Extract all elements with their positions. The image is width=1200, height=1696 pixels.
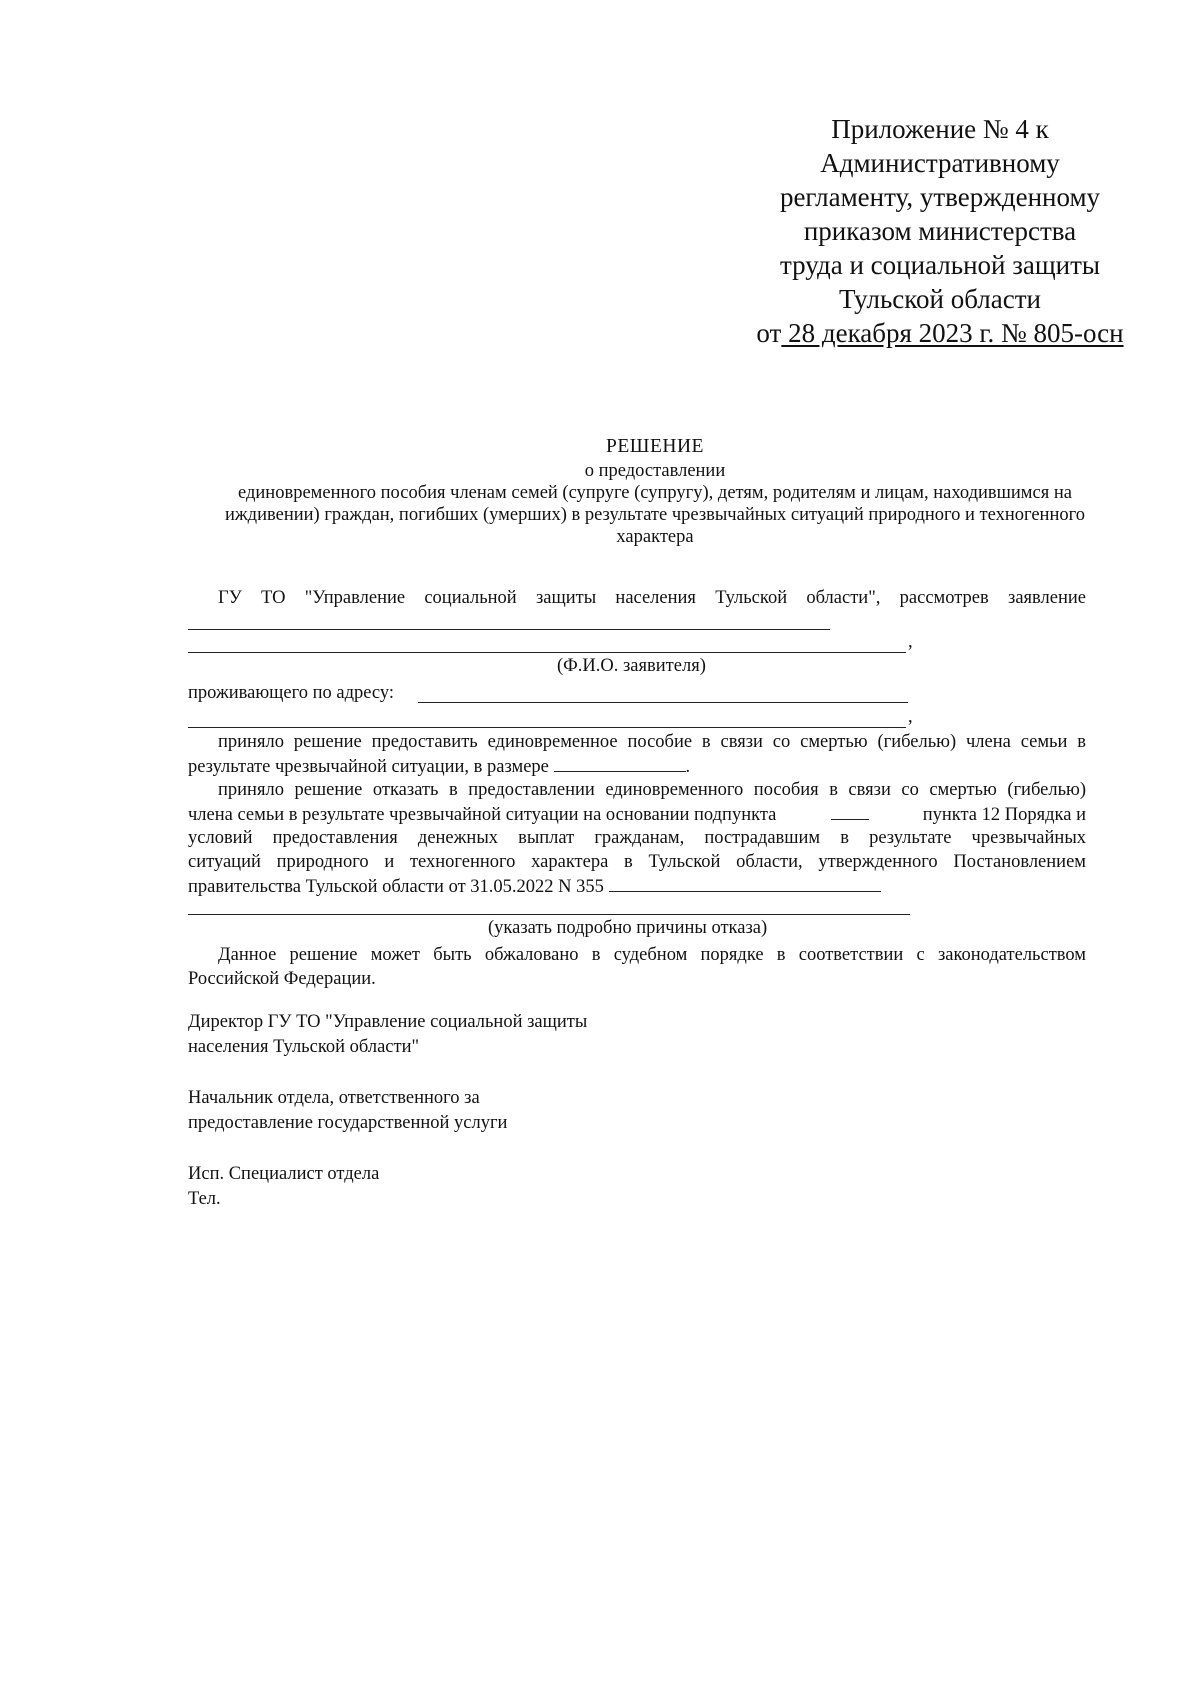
- annex-line-2: Административному: [820, 148, 1060, 178]
- appeal-line-2: Российской Федерации.: [188, 969, 376, 989]
- address-blank-line-1[interactable]: [418, 702, 908, 703]
- applicant-blank-line-1[interactable]: [188, 629, 830, 630]
- grant-amount-blank[interactable]: [554, 754, 686, 772]
- head-line-2: предоставление государственной услуги: [188, 1113, 508, 1133]
- address-comma: ,: [908, 707, 913, 727]
- refuse-line-4: ситуаций природного и техногенного характера в Тульской области, утвержденного Постановлением: [188, 852, 1086, 872]
- decision-description-line-3: характера: [616, 527, 694, 547]
- refuse-line-2-text-a: члена семьи в результате чрезвычайной ситуации на основании подпункта: [188, 805, 777, 825]
- annex-header: [740, 112, 1140, 350]
- head-line-1: Начальник отдела, ответственного за: [188, 1088, 480, 1108]
- refuse-subpoint-blank[interactable]: [831, 802, 869, 820]
- refuse-reason-blank-1[interactable]: [609, 874, 881, 892]
- refuse-caption: (указать подробно причины отказа): [488, 918, 768, 938]
- executor-line-2: Тел.: [188, 1189, 221, 1209]
- decision-description-line-2: иждивении) граждан, погибших (умерших) в результате чрезвычайных ситуаций природного и техногенного: [225, 505, 1085, 525]
- annex-line-6: Тульской области: [839, 284, 1041, 314]
- applicant-blank-line-2[interactable]: [188, 652, 906, 653]
- decision-title-block: [180, 436, 1130, 548]
- address-label: проживающего по адресу:: [188, 683, 395, 703]
- annex-line-5: труда и социальной защиты: [779, 250, 1101, 280]
- refuse-line-5-text: правительства Тульской области от 31.05.2022 N 355: [188, 877, 604, 897]
- annex-date: [740, 316, 1140, 350]
- applicant-caption: (Ф.И.О. заявителя): [557, 656, 706, 676]
- annex-line-3: регламенту, утвержденному: [779, 182, 1101, 212]
- address-blank-line-2[interactable]: [188, 727, 906, 728]
- refuse-line-1: приняло решение отказать в предоставлении единовременного пособия в связи со смертью (гибелью): [218, 780, 1086, 800]
- appeal-line-1: Данное решение может быть обжаловано в судебном порядке в соответствии с законодательством: [218, 945, 1086, 965]
- director-line-2: населения Тульской области": [188, 1037, 420, 1057]
- director-line-1: Директор ГУ ТО "Управление социальной защиты: [188, 1012, 588, 1032]
- annex-line-1: Приложение № 4 к: [831, 114, 1049, 144]
- refuse-line-3: условий предоставления денежных выплат гражданам, пострадавшим в результате чрезвычайных: [188, 828, 1086, 848]
- grant-line-1: приняло решение предоставить единовременное пособие в связи со смертью (гибелью) члена семьи в: [218, 732, 1086, 752]
- annex-date-value: 28 декабря 2023 г. № 805-осн: [781, 318, 1124, 348]
- annex-date-prefix: от: [756, 318, 782, 348]
- grant-line-2-end: .: [685, 757, 691, 777]
- decision-description-line-1: единовременного пособия членам семей (супруге (супругу), детям, родителям и лицам, находившимся на: [238, 483, 1072, 503]
- executor-line-1: Исп. Специалист отдела: [188, 1164, 380, 1184]
- director-signature-block: [188, 1010, 587, 1060]
- grant-line-2-text: результате чрезвычайной ситуации, в размере: [188, 757, 549, 777]
- applicant-comma: ,: [908, 632, 913, 652]
- refuse-line-5: [188, 874, 881, 899]
- form-intro: ГУ ТО "Управление социальной защиты населения Тульской области", рассмотрев заявление: [218, 588, 1086, 608]
- decision-subtitle: о предоставлении: [584, 461, 726, 481]
- head-signature-block: [188, 1086, 507, 1136]
- refuse-reason-blank-line-2[interactable]: [188, 914, 910, 915]
- grant-line-2: [188, 754, 690, 779]
- annex-line-4: приказом министерства: [803, 216, 1077, 246]
- executor-block: [188, 1162, 379, 1212]
- refuse-line-2: [188, 802, 1086, 827]
- decision-title: РЕШЕНИЕ: [606, 436, 704, 457]
- refuse-line-2-text-b: пункта 12 Порядка и: [922, 805, 1086, 825]
